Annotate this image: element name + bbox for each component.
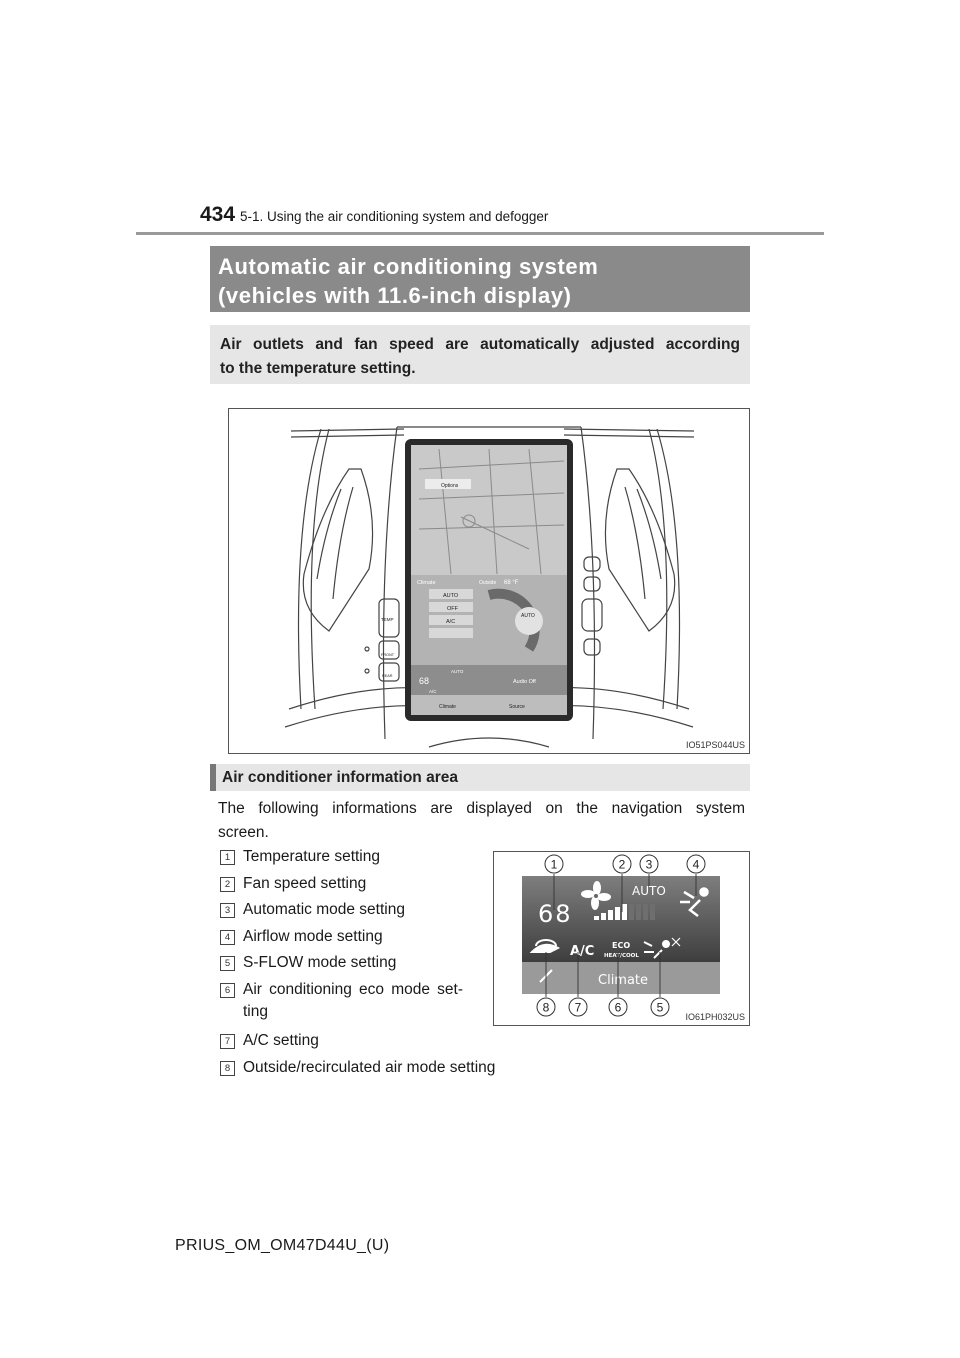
- info-heat-cool-label: HEAT/COOL: [604, 953, 639, 959]
- item-number-6: 6: [220, 983, 235, 998]
- subsection-heading: Air conditioner information area: [210, 764, 750, 791]
- screen-info-ac: A/C: [429, 689, 437, 694]
- map-options-label: Options: [441, 483, 459, 489]
- item-number-3: 3: [220, 903, 235, 918]
- figure2-code: IO61PH032US: [685, 1012, 745, 1022]
- description-line-2: screen.: [218, 824, 269, 841]
- screen-off-button: OFF: [447, 606, 458, 612]
- front-defog-label: FRONT: [381, 653, 395, 657]
- callout-number-6: 6: [614, 1000, 622, 1015]
- item-number-5: 5: [220, 956, 235, 971]
- rear-defog-label: REAR: [382, 674, 393, 678]
- figure1-code: IO51PS044US: [685, 740, 745, 750]
- description: [218, 797, 745, 845]
- section-title: 5-1. Using the air conditioning system and defogger: [240, 209, 549, 224]
- callout-number-2: 2: [618, 857, 626, 872]
- info-climate-label: Climate: [598, 973, 649, 988]
- dashboard-figure: [228, 408, 750, 754]
- item-number-7: 7: [220, 1034, 235, 1049]
- screen-info-auto: AUTO: [451, 669, 464, 674]
- screen-climate-label: Climate: [417, 580, 436, 586]
- header-rule: [136, 232, 824, 235]
- item-text-4: Airflow mode setting: [243, 928, 383, 945]
- screen-bottom-climate: Climate: [439, 704, 456, 710]
- info-area-illustration: [494, 852, 749, 1025]
- screen-auto-button: AUTO: [443, 593, 459, 599]
- temp-control-label: TEMP: [381, 617, 394, 622]
- info-ac-label: A/C: [570, 944, 595, 959]
- dashboard-illustration: [229, 409, 749, 753]
- screen-info-temp: 68: [419, 676, 430, 686]
- intro-box: [210, 325, 750, 384]
- item-text-3: Automatic mode setting: [243, 901, 405, 918]
- screen-outside-label: Outside: [479, 580, 497, 586]
- callout-number-8: 8: [542, 1000, 550, 1015]
- callout-number-4: 4: [692, 857, 700, 872]
- item-number-8: 8: [220, 1061, 235, 1076]
- item-text-7: A/C setting: [243, 1032, 319, 1049]
- info-auto-label: AUTO: [632, 884, 666, 898]
- item-number-2: 2: [220, 877, 235, 892]
- screen-outside-temp: 68 °F: [504, 580, 519, 586]
- info-eco-label: ECO: [612, 941, 631, 950]
- footer-doc-id: PRIUS_OM_OM47D44U_(U): [175, 1237, 390, 1254]
- subsection-bar: [210, 764, 216, 791]
- item-number-1: 1: [220, 850, 235, 865]
- item-text-6-line-1: Air conditioning eco mode set-: [243, 981, 463, 998]
- screen-bottom-source: Source: [509, 704, 525, 710]
- info-temp-value: 68: [538, 900, 573, 928]
- callout-number-7: 7: [574, 1000, 582, 1015]
- page-number: 434: [200, 203, 236, 226]
- item-number-4: 4: [220, 930, 235, 945]
- item-text-5: S-FLOW mode setting: [243, 954, 397, 971]
- callout-number-5: 5: [656, 1000, 664, 1015]
- intro-line-2: to the temperature setting.: [220, 360, 416, 377]
- screen-ac-button: A/C: [446, 619, 456, 625]
- intro-line-1: Air outlets and fan speed are automatically adjusted according: [220, 336, 740, 353]
- item-text-8: Outside/recirculated air mode setting: [243, 1059, 496, 1076]
- page-title-line-2: (vehicles with 11.6-inch display): [218, 283, 572, 308]
- description-line-1: The following informations are displayed on the navigation system: [218, 800, 745, 817]
- screen-audio-off: Audio Off: [513, 679, 536, 685]
- item-text-2: Fan speed setting: [243, 875, 367, 892]
- page-title: [210, 246, 750, 312]
- item-text-6-line-2: ting: [243, 1003, 268, 1020]
- callout-number-3: 3: [645, 857, 653, 872]
- screen-auto-center: AUTO: [521, 613, 535, 619]
- info-area-figure: [493, 851, 750, 1026]
- page-title-line-1: Automatic air conditioning system: [218, 254, 599, 279]
- item-text-1: Temperature setting: [243, 848, 380, 865]
- callout-number-1: 1: [550, 857, 558, 872]
